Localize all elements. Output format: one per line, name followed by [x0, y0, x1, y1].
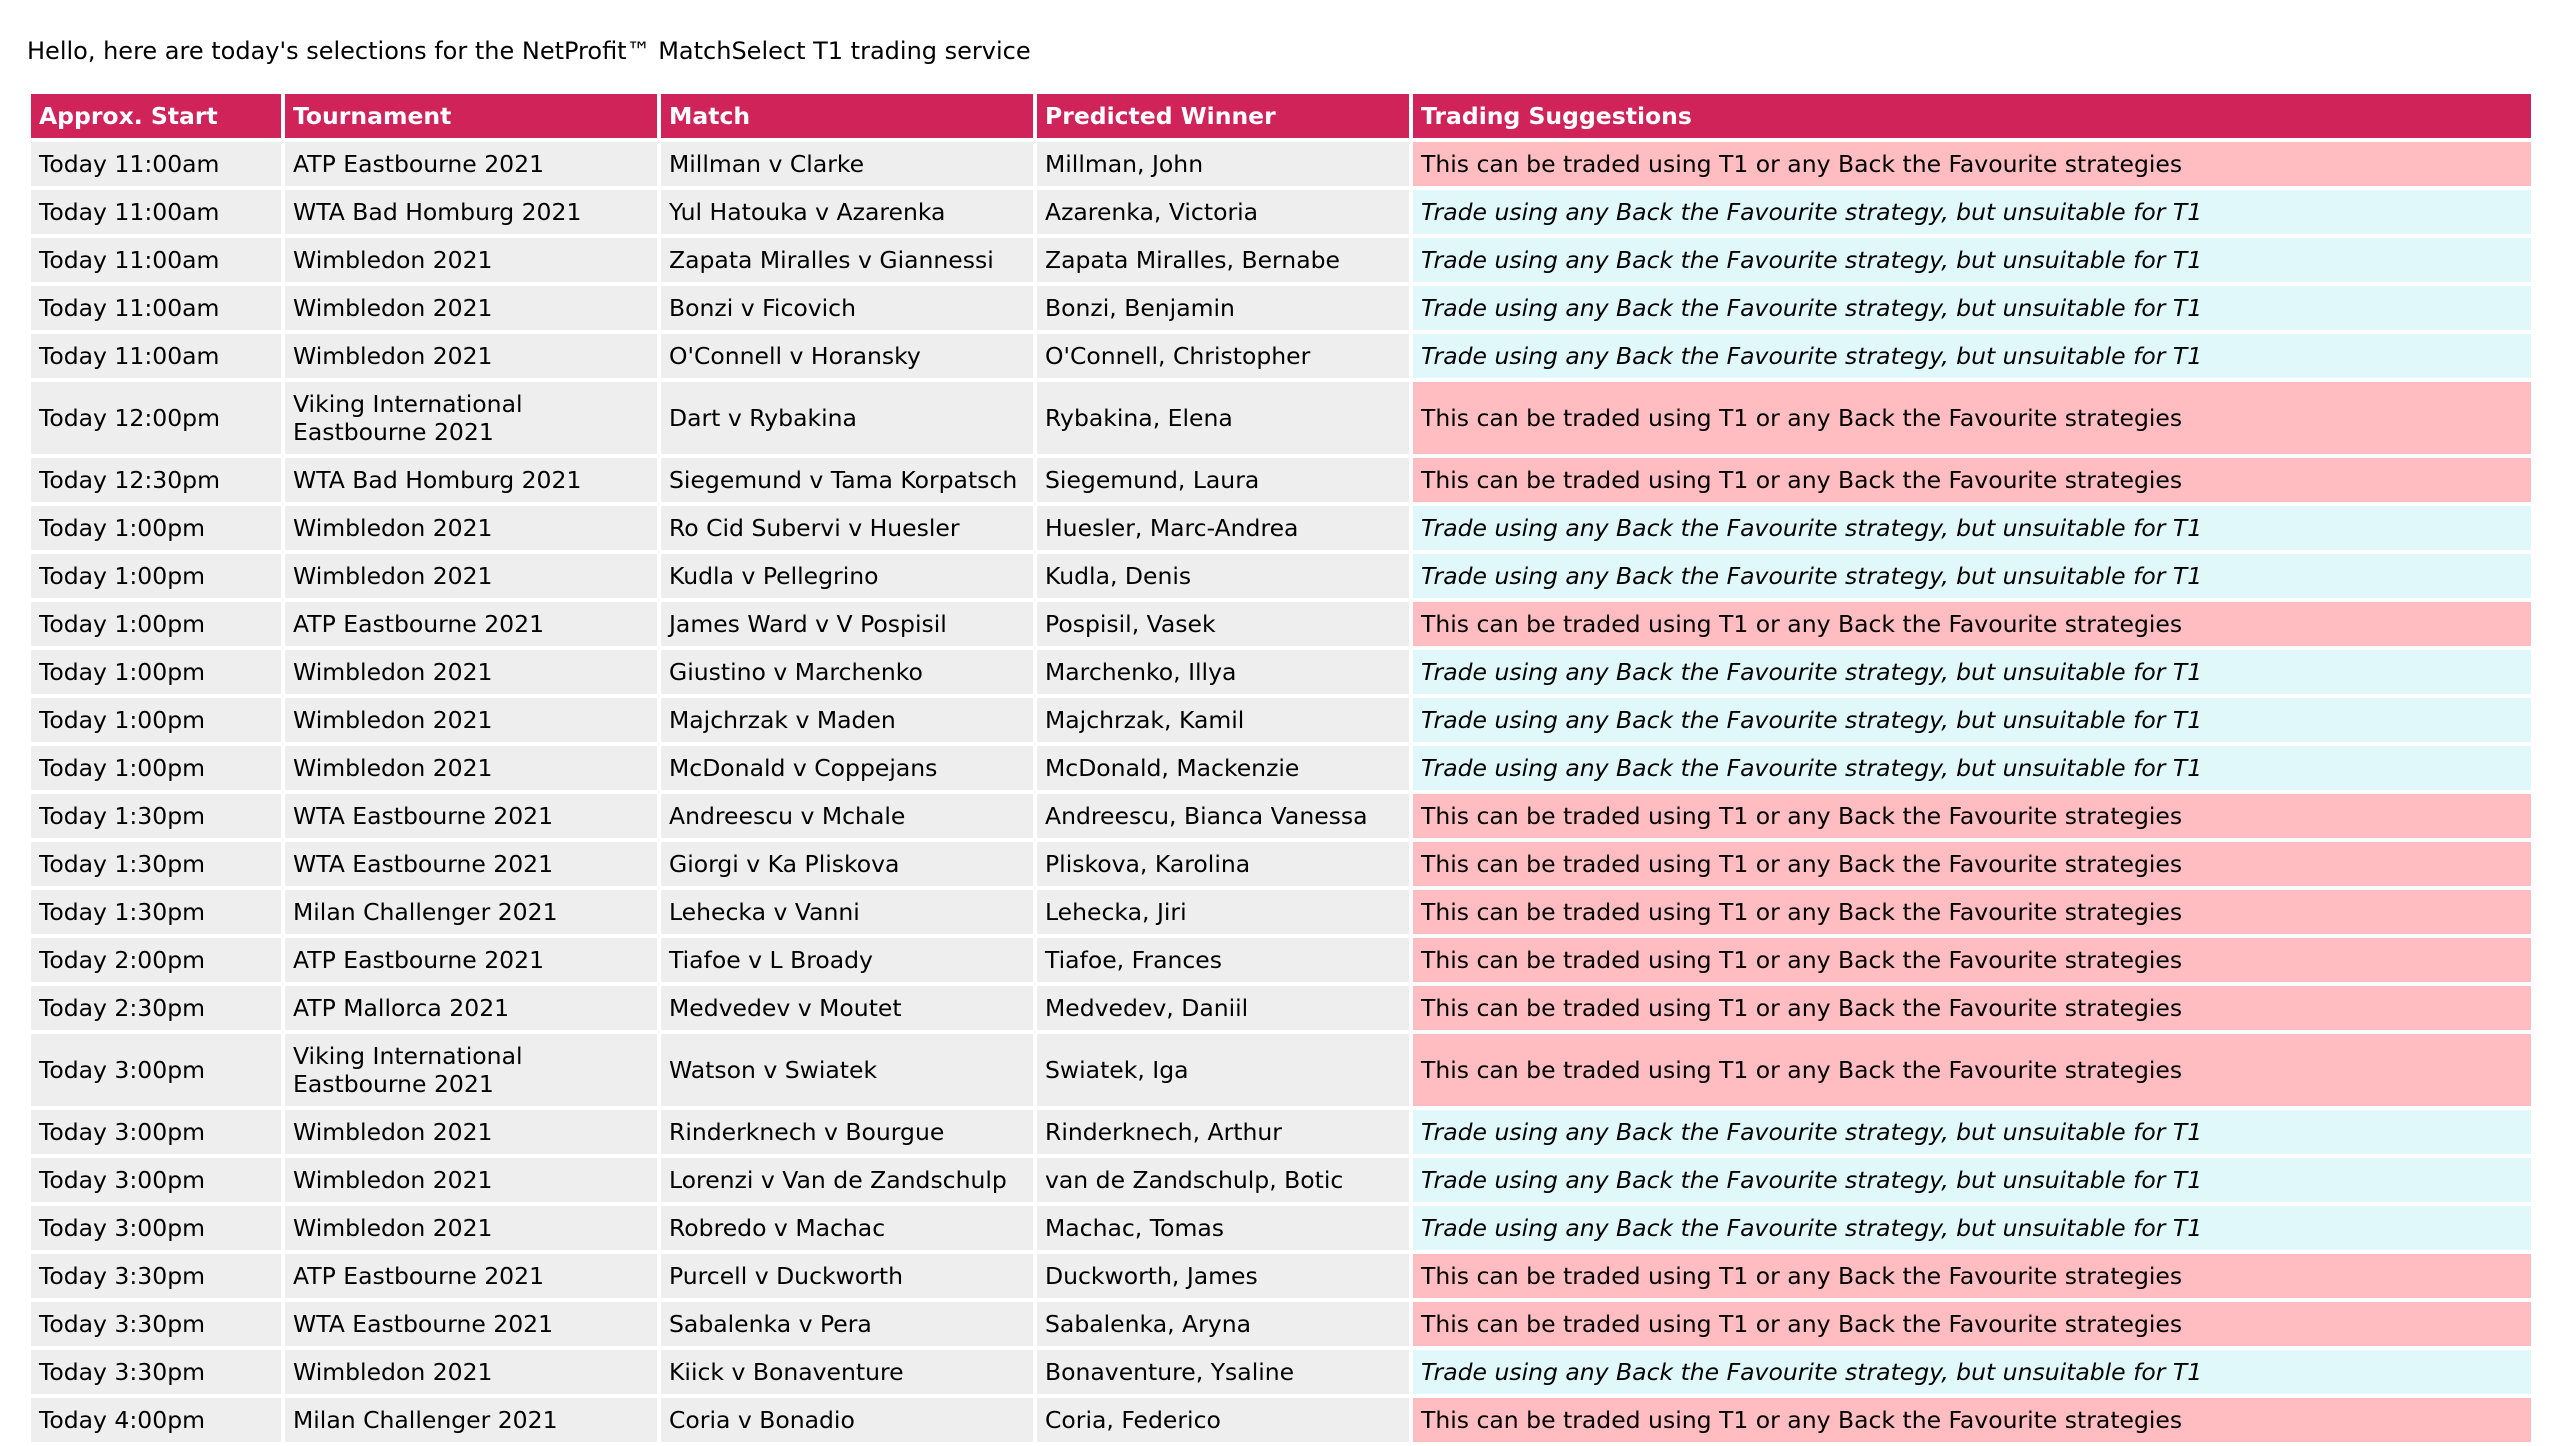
predicted-winner-cell: Rinderknech, Arthur	[1037, 1110, 1409, 1154]
match-cell: Tiafoe v L Broady	[661, 938, 1033, 982]
table-row	[31, 554, 2531, 598]
predicted-winner-cell: Siegemund, Laura	[1037, 458, 1409, 502]
start-time-cell: Today 3:00pm	[31, 1206, 281, 1250]
table-row	[31, 746, 2531, 790]
table-row	[31, 238, 2531, 282]
table-row	[31, 938, 2531, 982]
table-row	[31, 650, 2531, 694]
tournament-cell: Viking International Eastbourne 2021	[285, 382, 657, 454]
table-row	[31, 382, 2531, 454]
predicted-winner-cell: Coria, Federico	[1037, 1398, 1409, 1442]
predicted-winner-cell: Tiafoe, Frances	[1037, 938, 1409, 982]
tournament-cell: Viking International Eastbourne 2021	[285, 1034, 657, 1106]
tournament-cell: Wimbledon 2021	[285, 1206, 657, 1250]
match-cell: Medvedev v Moutet	[661, 986, 1033, 1030]
trading-suggestion-cell: This can be traded using T1 or any Back the Favourite strategies	[1413, 142, 2531, 186]
table-row	[31, 1034, 2531, 1106]
tournament-cell: Wimbledon 2021	[285, 1110, 657, 1154]
match-cell: McDonald v Coppejans	[661, 746, 1033, 790]
start-time-cell: Today 1:30pm	[31, 890, 281, 934]
table-row	[31, 458, 2531, 502]
start-time-cell: Today 1:00pm	[31, 506, 281, 550]
trading-suggestion-cell: This can be traded using T1 or any Back the Favourite strategies	[1413, 890, 2531, 934]
start-time-cell: Today 1:00pm	[31, 650, 281, 694]
tournament-cell: ATP Eastbourne 2021	[285, 602, 657, 646]
start-time-cell: Today 11:00am	[31, 238, 281, 282]
trading-suggestion-cell: Trade using any Back the Favourite strategy, but unsuitable for T1	[1413, 554, 2531, 598]
predicted-winner-cell: Huesler, Marc-Andrea	[1037, 506, 1409, 550]
tournament-cell: Wimbledon 2021	[285, 746, 657, 790]
match-cell: Kiick v Bonaventure	[661, 1350, 1033, 1394]
trading-suggestion-cell: Trade using any Back the Favourite strategy, but unsuitable for T1	[1413, 190, 2531, 234]
predicted-winner-cell: Kudla, Denis	[1037, 554, 1409, 598]
trading-suggestion-cell: This can be traded using T1 or any Back the Favourite strategies	[1413, 794, 2531, 838]
trading-suggestion-cell: Trade using any Back the Favourite strategy, but unsuitable for T1	[1413, 746, 2531, 790]
trading-suggestion-cell: Trade using any Back the Favourite strategy, but unsuitable for T1	[1413, 286, 2531, 330]
predicted-winner-cell: Rybakina, Elena	[1037, 382, 1409, 454]
tournament-cell: WTA Eastbourne 2021	[285, 1302, 657, 1346]
table-row	[31, 1110, 2531, 1154]
trading-suggestion-cell: Trade using any Back the Favourite strategy, but unsuitable for T1	[1413, 506, 2531, 550]
table-header-row	[31, 94, 2531, 138]
tournament-cell: Milan Challenger 2021	[285, 1398, 657, 1442]
trading-suggestion-cell: This can be traded using T1 or any Back the Favourite strategies	[1413, 382, 2531, 454]
predicted-winner-cell: Bonaventure, Ysaline	[1037, 1350, 1409, 1394]
table-row	[31, 1254, 2531, 1298]
predicted-winner-cell: Medvedev, Daniil	[1037, 986, 1409, 1030]
start-time-cell: Today 11:00am	[31, 190, 281, 234]
tournament-cell: Wimbledon 2021	[285, 286, 657, 330]
tournament-cell: ATP Eastbourne 2021	[285, 1254, 657, 1298]
tournament-cell: Wimbledon 2021	[285, 1158, 657, 1202]
match-cell: Zapata Miralles v Giannessi	[661, 238, 1033, 282]
match-cell: Watson v Swiatek	[661, 1034, 1033, 1106]
trading-suggestion-cell: This can be traded using T1 or any Back the Favourite strategies	[1413, 1398, 2531, 1442]
header-match: Match	[661, 94, 1033, 138]
match-cell: Giorgi v Ka Pliskova	[661, 842, 1033, 886]
tournament-cell: Wimbledon 2021	[285, 506, 657, 550]
tournament-cell: Wimbledon 2021	[285, 238, 657, 282]
tournament-cell: Wimbledon 2021	[285, 554, 657, 598]
start-time-cell: Today 12:30pm	[31, 458, 281, 502]
match-cell: Millman v Clarke	[661, 142, 1033, 186]
predicted-winner-cell: Millman, John	[1037, 142, 1409, 186]
trading-suggestion-cell: Trade using any Back the Favourite strategy, but unsuitable for T1	[1413, 1110, 2531, 1154]
match-cell: Coria v Bonadio	[661, 1398, 1033, 1442]
match-cell: Giustino v Marchenko	[661, 650, 1033, 694]
trading-suggestion-cell: Trade using any Back the Favourite strategy, but unsuitable for T1	[1413, 650, 2531, 694]
tournament-cell: WTA Bad Homburg 2021	[285, 458, 657, 502]
table-row	[31, 1302, 2531, 1346]
trading-suggestion-cell: This can be traded using T1 or any Back the Favourite strategies	[1413, 938, 2531, 982]
match-cell: James Ward v V Pospisil	[661, 602, 1033, 646]
start-time-cell: Today 2:30pm	[31, 986, 281, 1030]
trading-suggestion-cell: Trade using any Back the Favourite strategy, but unsuitable for T1	[1413, 698, 2531, 742]
tournament-cell: Wimbledon 2021	[285, 650, 657, 694]
table-row	[31, 1398, 2531, 1442]
selections-table	[27, 90, 2535, 1446]
match-cell: Ro Cid Subervi v Huesler	[661, 506, 1033, 550]
trading-suggestion-cell: Trade using any Back the Favourite strategy, but unsuitable for T1	[1413, 334, 2531, 378]
table-row	[31, 142, 2531, 186]
match-cell: Robredo v Machac	[661, 1206, 1033, 1250]
table-row	[31, 1206, 2531, 1250]
start-time-cell: Today 11:00am	[31, 142, 281, 186]
table-row	[31, 334, 2531, 378]
table-row	[31, 1158, 2531, 1202]
table-row	[31, 286, 2531, 330]
match-cell: Kudla v Pellegrino	[661, 554, 1033, 598]
tournament-cell: WTA Eastbourne 2021	[285, 794, 657, 838]
start-time-cell: Today 1:30pm	[31, 794, 281, 838]
predicted-winner-cell: Azarenka, Victoria	[1037, 190, 1409, 234]
trading-suggestion-cell: This can be traded using T1 or any Back the Favourite strategies	[1413, 1302, 2531, 1346]
predicted-winner-cell: Machac, Tomas	[1037, 1206, 1409, 1250]
predicted-winner-cell: Zapata Miralles, Bernabe	[1037, 238, 1409, 282]
match-cell: Lorenzi v Van de Zandschulp	[661, 1158, 1033, 1202]
start-time-cell: Today 12:00pm	[31, 382, 281, 454]
trading-suggestion-cell: This can be traded using T1 or any Back the Favourite strategies	[1413, 602, 2531, 646]
match-cell: Andreescu v Mchale	[661, 794, 1033, 838]
table-body	[31, 142, 2531, 1442]
table-row	[31, 1350, 2531, 1394]
trading-suggestion-cell: Trade using any Back the Favourite strategy, but unsuitable for T1	[1413, 1206, 2531, 1250]
start-time-cell: Today 1:30pm	[31, 842, 281, 886]
tournament-cell: Wimbledon 2021	[285, 334, 657, 378]
header-tournament: Tournament	[285, 94, 657, 138]
match-cell: Dart v Rybakina	[661, 382, 1033, 454]
trading-suggestion-cell: This can be traded using T1 or any Back the Favourite strategies	[1413, 986, 2531, 1030]
predicted-winner-cell: Sabalenka, Aryna	[1037, 1302, 1409, 1346]
tournament-cell: ATP Eastbourne 2021	[285, 142, 657, 186]
predicted-winner-cell: Andreescu, Bianca Vanessa	[1037, 794, 1409, 838]
match-cell: Yul Hatouka v Azarenka	[661, 190, 1033, 234]
table-row	[31, 986, 2531, 1030]
predicted-winner-cell: Majchrzak, Kamil	[1037, 698, 1409, 742]
predicted-winner-cell: O'Connell, Christopher	[1037, 334, 1409, 378]
predicted-winner-cell: Swiatek, Iga	[1037, 1034, 1409, 1106]
start-time-cell: Today 4:00pm	[31, 1398, 281, 1442]
match-cell: Sabalenka v Pera	[661, 1302, 1033, 1346]
start-time-cell: Today 1:00pm	[31, 602, 281, 646]
predicted-winner-cell: Bonzi, Benjamin	[1037, 286, 1409, 330]
trading-suggestion-cell: This can be traded using T1 or any Back the Favourite strategies	[1413, 1034, 2531, 1106]
predicted-winner-cell: Pliskova, Karolina	[1037, 842, 1409, 886]
start-time-cell: Today 1:00pm	[31, 746, 281, 790]
start-time-cell: Today 1:00pm	[31, 554, 281, 598]
predicted-winner-cell: Lehecka, Jiri	[1037, 890, 1409, 934]
trading-suggestion-cell: Trade using any Back the Favourite strategy, but unsuitable for T1	[1413, 238, 2531, 282]
table-row	[31, 602, 2531, 646]
header-approx-start: Approx. Start	[31, 94, 281, 138]
start-time-cell: Today 3:00pm	[31, 1110, 281, 1154]
match-cell: Purcell v Duckworth	[661, 1254, 1033, 1298]
start-time-cell: Today 2:00pm	[31, 938, 281, 982]
tournament-cell: Milan Challenger 2021	[285, 890, 657, 934]
match-cell: Siegemund v Tama Korpatsch	[661, 458, 1033, 502]
header-predicted-winner: Predicted Winner	[1037, 94, 1409, 138]
table-row	[31, 190, 2531, 234]
start-time-cell: Today 1:00pm	[31, 698, 281, 742]
start-time-cell: Today 3:30pm	[31, 1254, 281, 1298]
match-cell: Lehecka v Vanni	[661, 890, 1033, 934]
match-cell: Rinderknech v Bourgue	[661, 1110, 1033, 1154]
match-cell: O'Connell v Horansky	[661, 334, 1033, 378]
table-row	[31, 794, 2531, 838]
trading-suggestion-cell: This can be traded using T1 or any Back the Favourite strategies	[1413, 1254, 2531, 1298]
start-time-cell: Today 3:30pm	[31, 1302, 281, 1346]
trading-suggestion-cell: This can be traded using T1 or any Back the Favourite strategies	[1413, 458, 2531, 502]
predicted-winner-cell: Marchenko, Illya	[1037, 650, 1409, 694]
header-trading-suggestions: Trading Suggestions	[1413, 94, 2531, 138]
predicted-winner-cell: Pospisil, Vasek	[1037, 602, 1409, 646]
tournament-cell: Wimbledon 2021	[285, 698, 657, 742]
tournament-cell: WTA Bad Homburg 2021	[285, 190, 657, 234]
match-cell: Bonzi v Ficovich	[661, 286, 1033, 330]
trading-suggestion-cell: Trade using any Back the Favourite strategy, but unsuitable for T1	[1413, 1350, 2531, 1394]
predicted-winner-cell: van de Zandschulp, Botic	[1037, 1158, 1409, 1202]
tournament-cell: ATP Mallorca 2021	[285, 986, 657, 1030]
start-time-cell: Today 11:00am	[31, 334, 281, 378]
predicted-winner-cell: McDonald, Mackenzie	[1037, 746, 1409, 790]
match-cell: Majchrzak v Maden	[661, 698, 1033, 742]
table-row	[31, 842, 2531, 886]
tournament-cell: WTA Eastbourne 2021	[285, 842, 657, 886]
start-time-cell: Today 3:30pm	[31, 1350, 281, 1394]
intro-text: Hello, here are today's selections for the NetProfit™ MatchSelect T1 trading service	[27, 37, 1031, 65]
table-row	[31, 506, 2531, 550]
predicted-winner-cell: Duckworth, James	[1037, 1254, 1409, 1298]
trading-suggestion-cell: Trade using any Back the Favourite strategy, but unsuitable for T1	[1413, 1158, 2531, 1202]
start-time-cell: Today 11:00am	[31, 286, 281, 330]
start-time-cell: Today 3:00pm	[31, 1158, 281, 1202]
tournament-cell: ATP Eastbourne 2021	[285, 938, 657, 982]
start-time-cell: Today 3:00pm	[31, 1034, 281, 1106]
tournament-cell: Wimbledon 2021	[285, 1350, 657, 1394]
table-row	[31, 698, 2531, 742]
trading-suggestion-cell: This can be traded using T1 or any Back the Favourite strategies	[1413, 842, 2531, 886]
table-row	[31, 890, 2531, 934]
